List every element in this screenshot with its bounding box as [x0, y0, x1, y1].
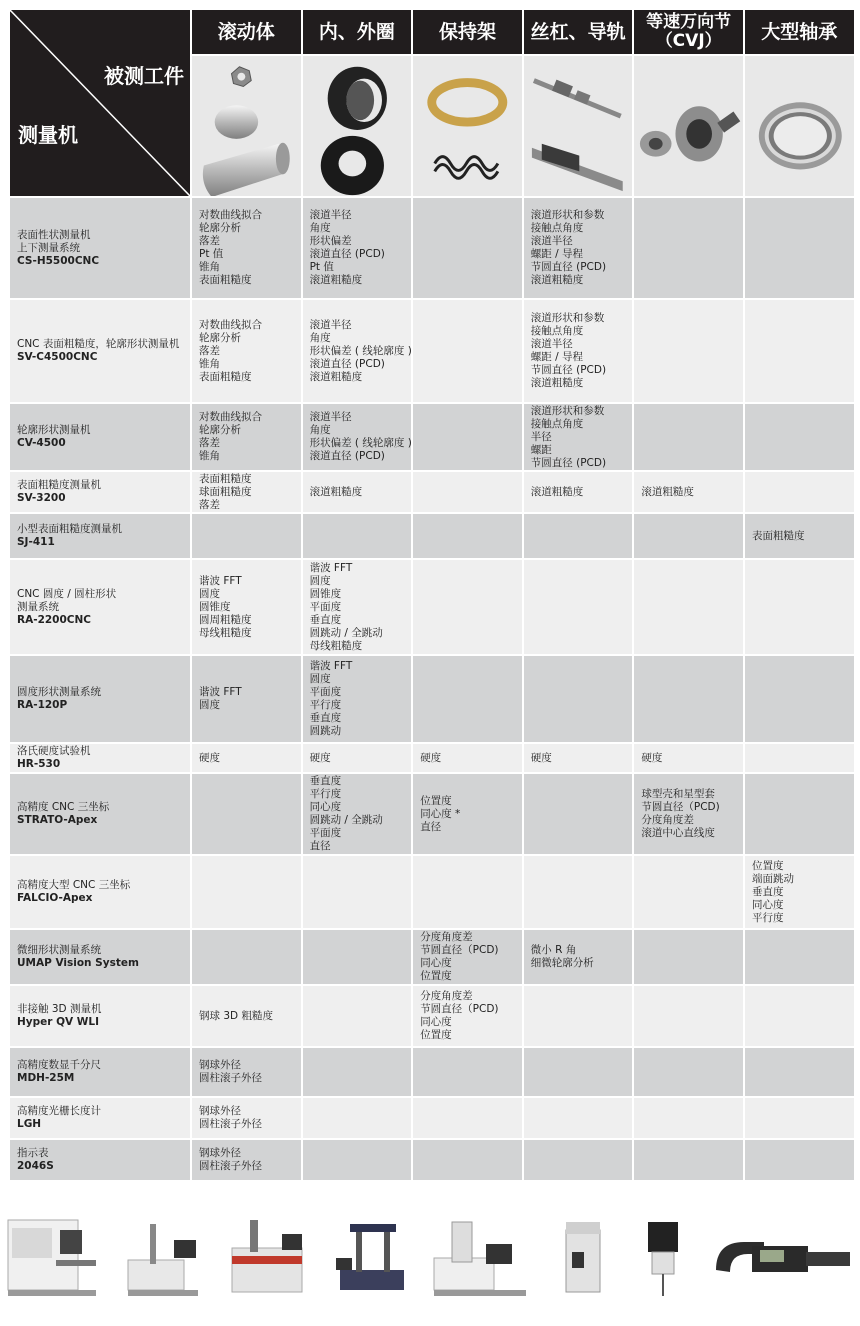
capability-cell	[633, 1139, 744, 1181]
machine-name: 小型表面粗糙度测量机	[17, 523, 122, 535]
machine-model: LGH	[17, 1118, 42, 1130]
machine-name-cell	[9, 1139, 191, 1181]
capability-cell	[523, 655, 634, 743]
capability-cell	[191, 1047, 302, 1097]
capability-item: 圆度	[309, 673, 331, 685]
capability-item: 圆跳动 / 全跳动	[309, 814, 383, 826]
capability-cell	[523, 403, 634, 471]
capability-cell	[302, 655, 413, 743]
capability-item: 落差	[199, 437, 220, 449]
machine-name: 非接触 3D 测量机	[17, 1003, 102, 1015]
capability-item: 微小 R 角	[530, 944, 577, 956]
capability-item: 垂直度	[309, 613, 342, 626]
capability-item: 同心度	[420, 957, 452, 969]
col-ballscrew-rail: 丝杠、导轨	[523, 9, 634, 55]
capability-cell	[191, 471, 302, 513]
machine-name: 轮廓形状测量机	[17, 424, 91, 436]
machine-name-cell	[9, 403, 191, 471]
capability-cell	[744, 985, 855, 1047]
capability-item: 滚道粗糙度	[309, 370, 363, 383]
col-cv-joint: 等速万向节 （CVJ）	[633, 9, 744, 55]
capability-cell	[302, 471, 413, 513]
machine-model: 2046S	[17, 1160, 54, 1172]
col-cage: 保持架	[412, 9, 523, 55]
capability-cell	[523, 743, 634, 773]
capability-cell	[633, 655, 744, 743]
capability-cell	[191, 985, 302, 1047]
machine-name: 高精度光栅长度计	[17, 1105, 101, 1117]
capability-cell	[302, 929, 413, 985]
capability-item: 圆柱滚子外径	[199, 1072, 262, 1084]
capability-cell	[633, 929, 744, 985]
capability-item: 谐波 FFT	[309, 561, 353, 574]
col-large-bearing: 大型轴承	[744, 9, 855, 55]
capability-cell	[633, 197, 744, 299]
capability-cell	[744, 1047, 855, 1097]
capability-cell	[302, 559, 413, 655]
capability-cell	[191, 1139, 302, 1181]
table-row	[9, 1047, 855, 1097]
capability-item: 形状偏差 ( 线轮廓度 )	[309, 344, 412, 357]
capability-cell	[744, 197, 855, 299]
capability-item: 圆锥度	[199, 600, 231, 613]
capability-cell	[302, 1139, 413, 1181]
capability-cell	[744, 299, 855, 403]
capability-cell	[744, 559, 855, 655]
capability-cell	[744, 471, 855, 513]
capability-item: 角度	[309, 222, 331, 234]
capability-cell	[191, 773, 302, 855]
capability-item: 滚道粗糙度	[309, 274, 363, 286]
capability-cell	[744, 403, 855, 471]
capability-item: 球面粗糙度	[199, 485, 252, 498]
cv-joint-icon	[633, 55, 744, 197]
table-row	[9, 559, 855, 655]
capability-item: 滚道粗糙度	[530, 377, 584, 389]
capability-cell	[302, 403, 413, 471]
capability-item: 谐波 FFT	[309, 660, 353, 672]
capability-cell	[191, 743, 302, 773]
workpiece-label: 被测工件	[104, 64, 184, 88]
capability-item: 对数曲线拟合	[199, 209, 262, 221]
machine-name: 表面粗糙度测量机	[17, 479, 101, 491]
capability-cell	[523, 559, 634, 655]
capability-item: 圆度	[199, 587, 220, 600]
machine-model: SV-C4500CNC	[17, 351, 98, 363]
machine-model: CV-4500	[17, 437, 66, 449]
capability-cell	[523, 1139, 634, 1181]
col-rolling-element: 滚动体	[191, 9, 302, 55]
capability-item: 垂直度	[751, 885, 784, 898]
capability-item: 轮廓分析	[199, 424, 241, 436]
diagonal-divider	[10, 10, 190, 196]
table-row	[9, 773, 855, 855]
capability-item: 滚道粗糙度	[309, 485, 363, 498]
capability-cell	[191, 513, 302, 559]
capability-item: 螺距 / 导程	[530, 248, 583, 260]
capability-cell	[302, 855, 413, 929]
capability-cell	[523, 773, 634, 855]
capability-item: 分度角度差	[420, 990, 473, 1002]
capability-item: 锥角	[199, 261, 220, 273]
capability-cell	[744, 743, 855, 773]
capability-item: 平面度	[309, 827, 342, 839]
capability-cell	[302, 1047, 413, 1097]
capability-cell	[523, 855, 634, 929]
capability-cell	[191, 1097, 302, 1139]
hardness-tester-icon	[566, 1222, 600, 1292]
capability-cell	[412, 299, 523, 403]
capability-cell	[302, 985, 413, 1047]
machine-model: UMAP Vision System	[17, 957, 139, 969]
capability-cell	[191, 299, 302, 403]
capability-item: 圆跳动 / 全跳动	[309, 626, 383, 639]
capability-cell	[412, 197, 523, 299]
capability-cell	[412, 929, 523, 985]
capability-cell	[523, 1097, 634, 1139]
machine-name-cell	[9, 655, 191, 743]
capability-item: 垂直度	[309, 775, 342, 787]
capability-item: 滚道粗糙度	[530, 274, 584, 286]
machine-name-cell	[9, 773, 191, 855]
capability-cell	[412, 855, 523, 929]
capability-cell	[412, 655, 523, 743]
machine-name: 高精度数显千分尺	[17, 1059, 101, 1071]
capability-item: 滚道半径	[309, 411, 352, 423]
capability-item: 锥角	[199, 357, 220, 370]
capability-item: 圆柱滚子外径	[199, 1160, 262, 1172]
capability-cell	[523, 513, 634, 559]
machine-name-cell	[9, 513, 191, 559]
capability-cell	[744, 513, 855, 559]
vision-system-icon	[434, 1222, 526, 1296]
capability-cell	[633, 559, 744, 655]
table-row	[9, 471, 855, 513]
capability-item: 半径	[530, 430, 552, 443]
capability-item: 滚道粗糙度	[641, 485, 694, 498]
capability-cell	[191, 929, 302, 985]
capability-cell	[302, 197, 413, 299]
machine-name: 高精度大型 CNC 三坐标	[17, 879, 131, 891]
capability-item: 形状偏差 ( 线轮廓度 )	[309, 437, 412, 449]
ballscrew-rail-icon	[523, 55, 634, 197]
capability-item: 落差	[199, 344, 220, 357]
table-row	[9, 855, 855, 929]
capability-item: 位置度	[420, 1029, 452, 1041]
capability-item: 硬度	[420, 751, 442, 764]
capability-cell	[412, 773, 523, 855]
machine-model: CS-H5500CNC	[17, 254, 100, 267]
capability-cell	[633, 299, 744, 403]
header-corner	[9, 9, 191, 197]
capability-cell	[633, 985, 744, 1047]
capability-item: 落差	[199, 498, 220, 511]
capability-item: 分度角度差	[420, 931, 473, 943]
capability-item: 垂直度	[309, 712, 342, 724]
capability-cell	[302, 773, 413, 855]
table-row	[9, 513, 855, 559]
capability-item: 锥角	[199, 450, 220, 462]
capability-item: 钢球外径	[199, 1059, 241, 1071]
table-row	[9, 403, 855, 471]
capability-cell	[744, 1139, 855, 1181]
capability-item: 同心度	[309, 801, 342, 813]
capability-cell	[412, 1139, 523, 1181]
capability-item: 圆跳动	[309, 725, 342, 737]
capability-item: Pt 值	[309, 261, 334, 273]
col-inner-outer-ring: 内、外圈	[302, 9, 413, 55]
capability-cell	[412, 471, 523, 513]
capability-cell	[633, 1097, 744, 1139]
capability-cell	[191, 197, 302, 299]
table-row	[9, 929, 855, 985]
capability-item: 圆度	[309, 574, 331, 587]
capability-item: 圆柱滚子外径	[199, 1118, 262, 1130]
capability-item: 平面度	[309, 600, 342, 613]
machine-name-cell	[9, 1047, 191, 1097]
capability-item: 形状偏差	[309, 235, 352, 247]
capability-cell	[633, 855, 744, 929]
capability-item: 滚道直径 (PCD)	[309, 357, 385, 370]
capability-item: 钢球外径	[199, 1147, 241, 1159]
capability-item: 接触点角度	[530, 325, 584, 337]
capability-item: 节圆直径 (PCD)	[530, 456, 607, 469]
capability-item: 钢球 3D 粗糙度	[199, 1009, 273, 1022]
machine-model: Hyper QV WLI	[17, 1016, 99, 1028]
capability-cell	[744, 1097, 855, 1139]
capability-item: 节圆直径（PCD)	[641, 801, 720, 813]
capability-cell	[412, 559, 523, 655]
capability-item: 平行度	[751, 911, 784, 924]
machine-name: CNC 表面粗糙度，轮廓形状测量机	[17, 338, 180, 350]
capability-item: 位置度	[420, 794, 452, 807]
machine-name-cell	[9, 559, 191, 655]
machine-model: SJ-411	[17, 536, 55, 548]
capability-cell	[633, 471, 744, 513]
capability-item: 硬度	[199, 751, 220, 764]
capability-cell	[744, 929, 855, 985]
capability-cell	[523, 299, 634, 403]
capability-item: 圆度	[199, 699, 220, 711]
capability-cell	[633, 403, 744, 471]
capability-cell	[744, 773, 855, 855]
capability-item: 位置度	[420, 970, 452, 982]
capability-cell	[412, 985, 523, 1047]
capability-cell	[633, 513, 744, 559]
capability-item: 端面跳动	[751, 872, 794, 885]
capability-cell	[412, 1047, 523, 1097]
capability-item: 表面粗糙度	[751, 529, 805, 542]
capability-item: 表面粗糙度	[199, 370, 252, 383]
capability-cell	[523, 1047, 634, 1097]
capability-cell	[633, 773, 744, 855]
machine-model: FALCIO-Apex	[17, 892, 93, 904]
capability-item: 角度	[309, 331, 331, 344]
capability-item: 母线粗糙度	[309, 639, 363, 652]
machine-name-cell	[9, 1097, 191, 1139]
capability-cell	[302, 513, 413, 559]
capability-item: 螺距 / 导程	[530, 351, 583, 363]
capability-item: 平行度	[309, 699, 342, 711]
capability-cell	[191, 403, 302, 471]
capability-item: 螺距	[530, 443, 552, 456]
capability-item: 滚道粗糙度	[530, 485, 584, 498]
machine-model: HR-530	[17, 758, 61, 770]
capability-cell	[412, 1097, 523, 1139]
capability-item: 平行度	[309, 788, 342, 800]
capability-item: 节圆直径 (PCD)	[530, 364, 607, 376]
machine-model: RA-120P	[17, 699, 68, 711]
machine-name: 圆度形状测量系统	[17, 686, 101, 698]
capability-item: 平面度	[309, 686, 342, 698]
capability-item: 圆锥度	[309, 587, 342, 600]
capability-item: 直径	[309, 840, 331, 852]
bearing-ring-icon	[302, 55, 413, 197]
capability-item: 滚道形状和参数	[530, 312, 605, 324]
capability-item: 角度	[309, 424, 331, 436]
capability-cell	[523, 197, 634, 299]
capability-item: 硬度	[641, 751, 663, 764]
machine-name-cell	[9, 471, 191, 513]
capability-item: 滚道中心直线度	[641, 827, 715, 839]
capability-item: 落差	[199, 235, 220, 247]
capability-item: 直径	[420, 820, 442, 833]
capability-cell	[523, 985, 634, 1047]
micrometer-icon	[716, 1242, 850, 1272]
capability-item: 滚道形状和参数	[530, 209, 605, 221]
capability-item: 同心度	[751, 898, 784, 911]
capability-item: 滚道直径 (PCD)	[309, 248, 385, 260]
capability-item: 球型壳和星型套	[641, 788, 715, 800]
machine-name-cell	[9, 197, 191, 299]
machine-name: 高精度 CNC 三坐标	[17, 801, 110, 813]
dial-indicator-icon	[648, 1222, 678, 1296]
table-row	[9, 985, 855, 1047]
capability-cell	[302, 1097, 413, 1139]
machine-model: SV-3200	[17, 492, 66, 504]
capability-item: 同心度 *	[420, 807, 461, 820]
machine-name: 洛氏硬度试验机	[17, 745, 91, 757]
capability-item: 谐波 FFT	[199, 574, 242, 587]
machine-model: RA-2200CNC	[17, 613, 91, 626]
capability-item: 钢球外径	[199, 1105, 241, 1117]
capability-item: 表面粗糙度	[199, 472, 252, 485]
capability-item: 滚道半径	[530, 235, 573, 247]
capability-item: 滚道半径	[309, 318, 352, 331]
large-bearing-icon	[744, 55, 855, 197]
table-row	[9, 1097, 855, 1139]
capability-cell	[412, 513, 523, 559]
measurement-matrix	[8, 8, 854, 1182]
capability-cell	[412, 743, 523, 773]
capability-cell	[744, 855, 855, 929]
capability-cell	[191, 855, 302, 929]
cage-icon	[412, 55, 523, 197]
machine-name-cell	[9, 855, 191, 929]
capability-item: Pt 值	[199, 248, 224, 260]
machine-name-cell	[9, 299, 191, 403]
roundness-machine-icon	[232, 1220, 302, 1292]
capability-cell	[633, 743, 744, 773]
capability-item: 接触点角度	[530, 417, 584, 430]
table-row	[9, 299, 855, 403]
table-row	[9, 655, 855, 743]
capability-item: 表面粗糙度	[199, 274, 252, 286]
capability-cell	[302, 299, 413, 403]
capability-item: 硬度	[530, 751, 552, 764]
capability-item: 节圆直径（PCD)	[420, 1003, 499, 1015]
capability-cell	[744, 655, 855, 743]
machine-name: 指示表	[17, 1147, 49, 1159]
table-row	[9, 197, 855, 299]
capability-item: 硬度	[309, 751, 331, 764]
capability-item: 位置度	[751, 859, 784, 872]
machine-model: MDH-25M	[17, 1072, 75, 1084]
capability-item: 对数曲线拟合	[199, 318, 262, 331]
capability-cell	[191, 655, 302, 743]
capability-cell	[302, 743, 413, 773]
table-row	[9, 1139, 855, 1181]
machine-name-cell	[9, 985, 191, 1047]
capability-item: 谐波 FFT	[199, 686, 242, 698]
capability-item: 轮廓分析	[199, 222, 241, 234]
surface-measuring-machine-icon	[8, 1220, 96, 1296]
machine-name-cell	[9, 929, 191, 985]
capability-item: 节圆直径 (PCD)	[530, 261, 607, 273]
capability-item: 滚道直径 (PCD)	[309, 450, 385, 462]
machine-name: CNC 圆度 / 圆柱形状 测量系统	[17, 587, 117, 613]
machine-model: STRATO-Apex	[17, 814, 98, 826]
capability-cell	[633, 1047, 744, 1097]
capability-item: 滚道形状和参数	[530, 404, 605, 417]
cmm-icon	[336, 1224, 404, 1290]
machine-name: 微细形状测量系统	[17, 944, 101, 956]
machine-photo-strip	[0, 1200, 860, 1310]
contour-machine-icon	[128, 1224, 198, 1296]
capability-item: 分度角度差	[641, 814, 694, 826]
machine-name-cell	[9, 743, 191, 773]
capability-item: 圆周粗糙度	[199, 613, 252, 626]
capability-cell	[191, 559, 302, 655]
capability-item: 接触点角度	[530, 222, 584, 234]
capability-item: 滚道半径	[309, 209, 352, 221]
capability-item: 节圆直径（PCD)	[420, 944, 499, 956]
machine-name: 表面性状测量机 上下测量系统	[17, 228, 91, 254]
table-row	[9, 743, 855, 773]
machine-label: 测量机	[18, 123, 78, 147]
capability-item: 同心度	[420, 1016, 452, 1028]
capability-item: 细微轮廓分析	[530, 957, 594, 969]
capability-item: 轮廓分析	[199, 331, 241, 344]
capability-item: 滚道半径	[530, 338, 573, 350]
capability-item: 母线粗糙度	[199, 626, 252, 639]
capability-cell	[412, 403, 523, 471]
rolling-element-icon	[191, 55, 302, 197]
capability-cell	[523, 929, 634, 985]
capability-cell	[523, 471, 634, 513]
capability-item: 对数曲线拟合	[199, 411, 262, 423]
